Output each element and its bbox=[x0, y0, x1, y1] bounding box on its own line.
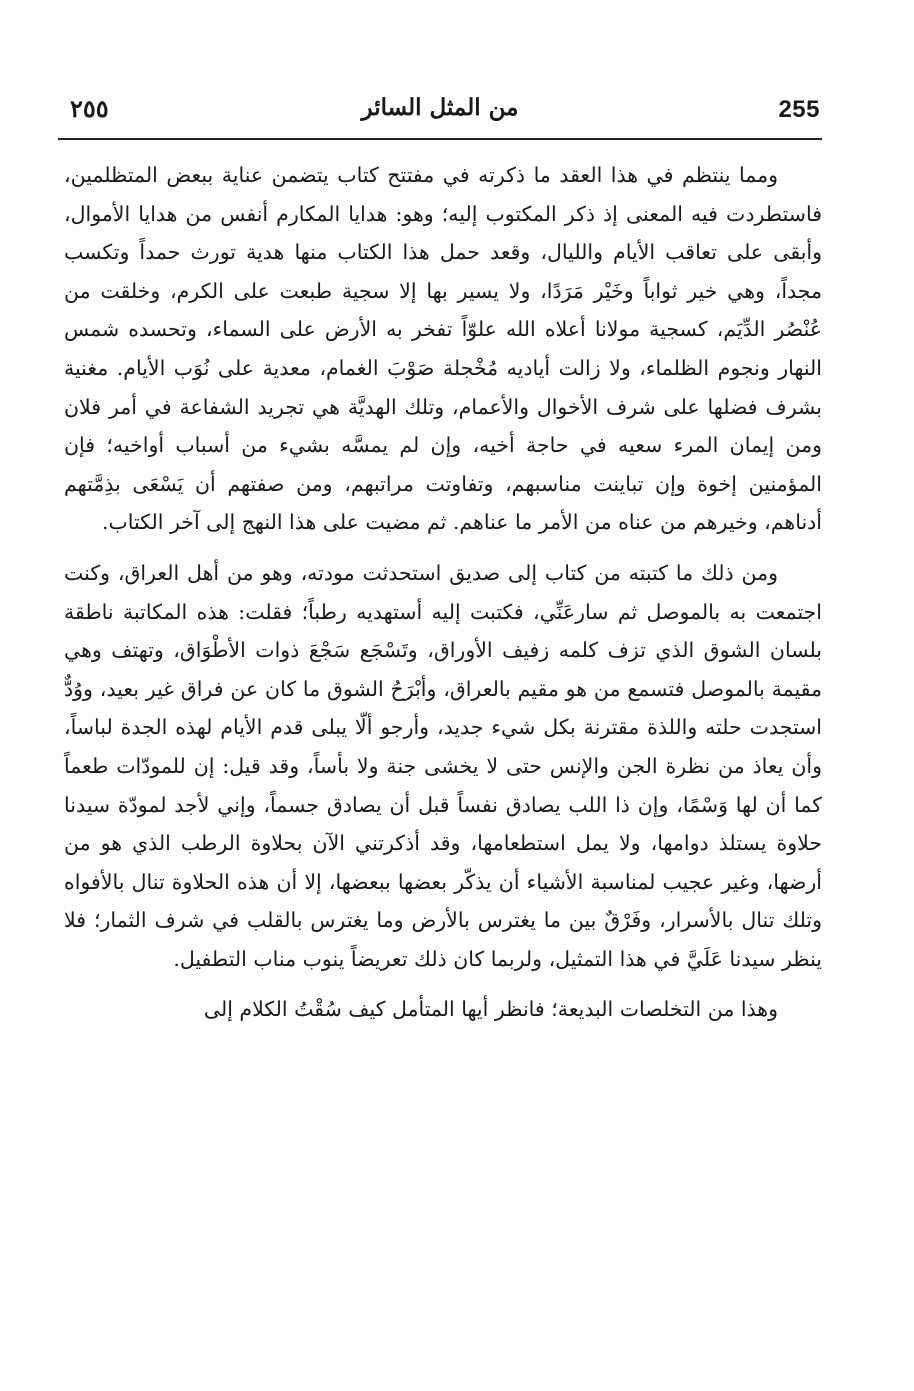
page-number-latin: 255 bbox=[778, 96, 820, 123]
page-header bbox=[60, 92, 820, 138]
paragraph-gift-letter: ومما ينتظم في هذا العقد ما ذكرته في مفتتح كتاب يتضمن عناية ببعض المتظلمين، فاستطردت فيه المعنى إذ ذكر المكتوب إليه؛ وهو: هدايا المكارم أنفس من هدايا الأموال، وأبقى على تعاقب الأيام والليال، وقعد حمل هذا الكتاب منها هدية تورث حمداً وتكسب مجداً، وهي خير ثواباً وخَيْر مَرَدًا، ولا يسير بها إلا سجية طبعت على الكرم، وخلقت من عُنْصُر الدِّيَم، كسجية مولانا أعلاه الله علوّاً تفخر به الأرض على السماء، وتحسده شمس النهار ونجوم الظلماء، ولا زالت أياديه مُخْجلة صَوْبَ الغمام، معدية على نُوَب الأيام. مغنية بشرف فضلها على شرف الأخوال والأعمام، وتلك الهديَّة هي تجريد الشفاعة في أمر فلان ومن إيمان المرء سعيه في حاجة أخيه، وإن لم يمسَّه بشيء من أسباب أواخيه؛ فإن المؤمنين إخوة وإن تباينت مناسبهم، وتفاوتت مراتبهم، ومن صفتهم أن يَسْعَى بذِمَّتهم أدناهم، وخيرهم من عناه من الأمر ما عناهم. ثم مضيت على هذا النهج إلى آخر الكتاب. bbox=[64, 163, 822, 535]
body-text bbox=[64, 156, 822, 1029]
paragraph-transitions: وهذا من التخلصات البديعة؛ فانظر أيها المتأمل كيف سُقْتُ الكلام إلى bbox=[203, 997, 778, 1022]
paragraph-friend-letter: ومن ذلك ما كتبته من كتاب إلى صديق استحدثت مودته، وهو من أهل العراق، وكنت اجتمعت به بالموصل ثم سارعَنِّي، فكتبت إليه أستهديه رطباً؛ فقلت: هذه المكاتبة ناطقة بلسان الشوق الذي تزف كلمه زفيف الأوراق، وتَسْجَع سَجْعَ ذوات الأطْوَاق، وتهتف وهي مقيمة بالموصل فتسمع من هو مقيم بالعراق، وأبْرَحُ الشوق ما كان عن فراق غير بعيد، ووُدٌّ استجدت حلته واللذة مقترنة بكل شيء جديد، وأرجو ألّا يبلى قدم الأيام لهذه الجدة لباساً، وأن يعاذ من نظرة الجن والإنس حتى لا يخشى جنة ولا بأساً، وقد قيل: إن للمودّات طعماً كما أن لها وَسْمًا، وإن ذا اللب يصادق نفساً قبل أن يصادق جسماً، وإني لأجد لمودّة سيدنا حلاوة يستلذ دوامها، ولا يمل استطعامها، وقد أذكرتني الآن بحلاوة الرطب الذي هو من أرضها، وغير عجيب لمناسبة الأشياء أن يذكّر بعضها ببعضها، إلا أن هذه الحلاوة تنال بالأفواه وتلك تنال بالأسرار، وفَرْقٌ بين ما يغترس بالأرض وما يغترس بالقلب في شرف الثمار؛ فلا ينظر سيدنا عَلَيَّ في هذا التمثيل، ولربما كان ذلك تعريضاً ينوب مناب التطفيل. bbox=[64, 560, 822, 971]
header-rule bbox=[58, 138, 822, 140]
running-title: من المثل السائر bbox=[361, 94, 519, 121]
page-number-arabic: ٢٥٥ bbox=[70, 94, 109, 123]
